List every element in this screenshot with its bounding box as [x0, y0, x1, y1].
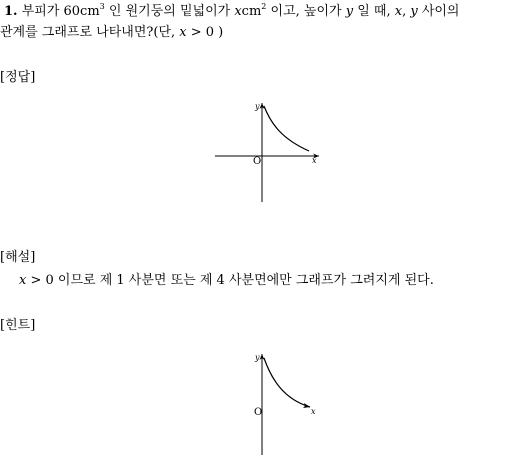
x-axis-label: x — [311, 407, 316, 416]
y-axis-label: y — [255, 102, 260, 111]
answer-heading: [정답] — [0, 70, 36, 85]
origin-label: O — [254, 407, 263, 418]
question-line-2: 관계를 그래프로 나타내면?(단, x > 0 ) — [0, 25, 224, 40]
hyperbola-curve — [264, 358, 310, 407]
answer-graph — [205, 100, 325, 206]
hyperbola-curve — [264, 106, 309, 151]
question-line-1: 1. 부피가 $60cm^3$ 인 원기둥의 밑넓이가 xcm$^2$ 이고, 높이가 y 일 때, x, y 사이의 — [4, 2, 460, 19]
hint-heading: [힌트] — [0, 318, 36, 333]
explanation-heading: [해설] — [0, 250, 36, 265]
y-axis-label: y — [255, 353, 260, 362]
x-axis-label: x — [312, 156, 317, 165]
explanation-text: x > 0 이므로 제 1 사분면 또는 제 4 사분면에만 그래프가 그려지게 된다. — [19, 273, 434, 288]
question-number: 1. — [4, 4, 18, 19]
origin-label: O — [253, 156, 262, 167]
hint-graph — [248, 352, 328, 456]
